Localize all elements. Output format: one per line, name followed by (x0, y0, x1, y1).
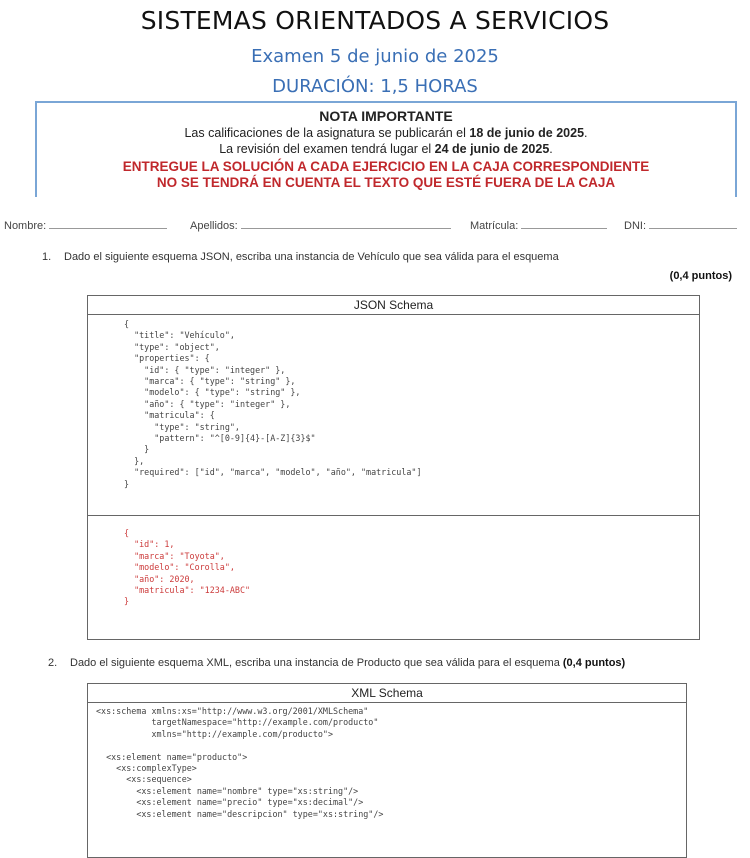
notice-grades-end: . (584, 126, 588, 140)
json-schema-box-title: JSON Schema (88, 296, 699, 315)
json-schema-code-area (88, 315, 699, 515)
xml-schema-box (87, 683, 687, 858)
question-1-points: (0,4 puntos) (669, 270, 732, 282)
notice-warning-outside: NO SE TENDRÁ EN CUENTA EL TEXTO QUE ESTÉ FUERA DE LA CAJA (156, 175, 616, 190)
notice-review-text: La revisión del examen tendrá lugar el (219, 142, 435, 156)
enrollment-line[interactable] (521, 218, 607, 229)
question-1 (42, 251, 559, 263)
notice-grades-text: Las calificaciones de la asignatura se publicarán el (184, 126, 470, 140)
notice-warning-box: ENTREGUE LA SOLUCIÓN A CADA EJERCICIO EN LA CAJA CORRESPONDIENTE (122, 159, 650, 174)
id-label: DNI: (624, 220, 646, 232)
name-line[interactable] (49, 218, 167, 229)
notice-review-date: 24 de junio de 2025 (434, 142, 550, 156)
exam-duration: DURACIÓN: 1,5 HORAS (272, 76, 478, 97)
json-schema-code: { "title": "Vehículo", "type": "object", "properties": { "id": { "type": "integer" }, "marca": { "type": "string" }, "modelo": { "type": "string" }, "año": { "type": "integer" }, "matricula": { "type": "string", "pattern": "^[0-9]{4}-[A-Z]{3}$" } }, "required": ["id", "marca", "modelo", "año", "matricula"] } (124, 319, 422, 489)
notice-grades-line (37, 126, 735, 140)
surname-line[interactable] (241, 218, 451, 229)
question-2-points: (0,4 puntos) (562, 657, 626, 669)
surname-label: Apellidos: (190, 220, 238, 232)
notice-grades-date: 18 de junio de 2025 (469, 126, 585, 140)
id-field[interactable] (624, 218, 737, 232)
name-field[interactable] (4, 218, 167, 232)
xml-schema-code: <xs:schema xmlns:xs="http://www.w3.org/2001/XMLSchema" targetNamespace="http://example.com/producto" xmlns="http://example.com/producto"> <xs:element name="producto"> <xs:complexType> <xs:sequence> <xs:element name="nombre" type="xs:string"/> <xs:element name="precio" type="xs:decimal"/> <xs:element name="descripcion" type="xs:string"/> (96, 706, 384, 819)
question-2 (48, 657, 625, 669)
xml-schema-box-title: XML Schema (88, 684, 686, 703)
name-label: Nombre: (4, 220, 47, 232)
question-1-text: Dado el siguiente esquema JSON, escriba una instancia de Vehículo que sea válida para el esquema (64, 251, 559, 263)
notice-title: NOTA IMPORTANTE (319, 108, 453, 124)
surname-field[interactable] (190, 218, 451, 232)
question-2-text: Dado el siguiente esquema XML, escriba una instancia de Producto que sea válida para el esquema (70, 657, 563, 669)
json-schema-box (87, 295, 700, 640)
enrollment-field[interactable] (470, 218, 607, 232)
notice-review-line (37, 142, 735, 156)
json-answer-code: { "id": 1, "marca": "Toyota", "modelo": "Corolla", "año": 2020, "matricula": "1234-ABC" } (124, 528, 251, 607)
enrollment-label: Matrícula: (470, 220, 519, 232)
question-2-number: 2. (48, 657, 58, 669)
important-notice-box (35, 101, 737, 197)
notice-review-end: . (549, 142, 553, 156)
xml-schema-code-area (88, 703, 686, 820)
exam-date: Examen 5 de junio de 2025 (251, 46, 499, 67)
id-line[interactable] (649, 218, 737, 229)
question-1-number: 1. (42, 251, 52, 263)
json-answer-area[interactable] (88, 516, 699, 608)
exam-title: SISTEMAS ORIENTADOS A SERVICIOS (140, 6, 610, 35)
